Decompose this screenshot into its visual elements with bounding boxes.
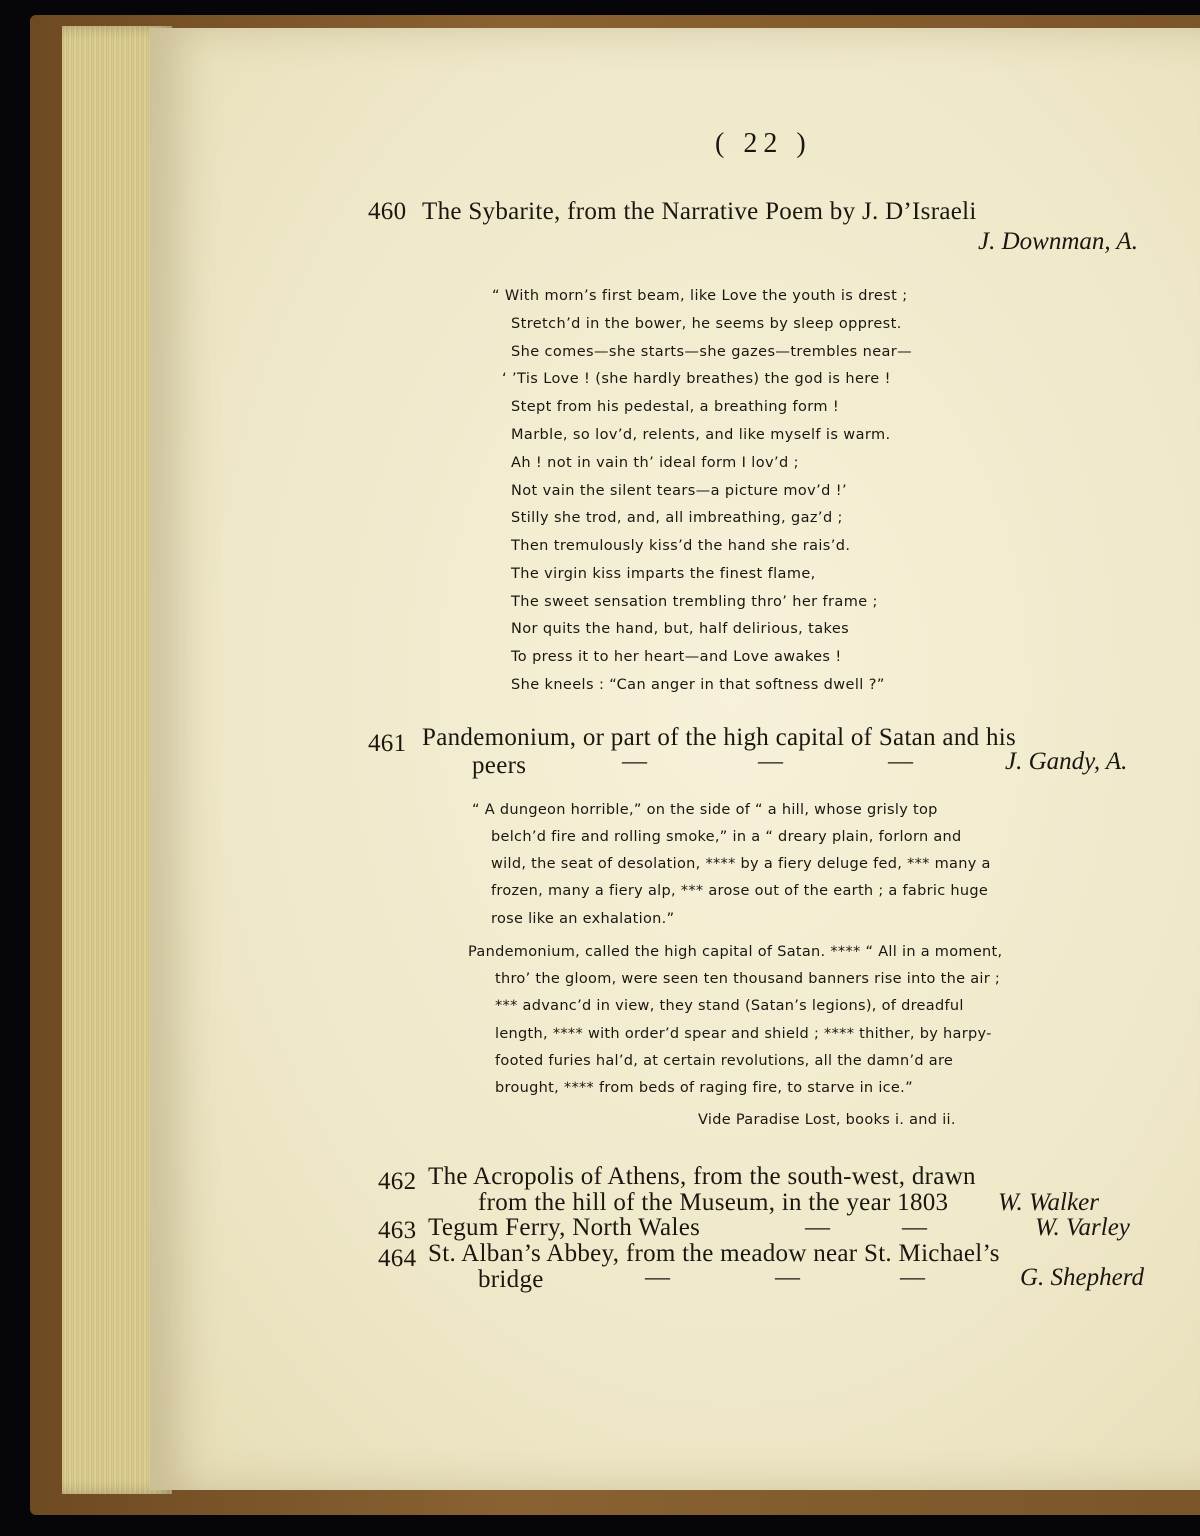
dash-separator: —: [900, 1264, 926, 1291]
entry-number: 463: [378, 1217, 417, 1244]
entry-title: Tegum Ferry, North Wales: [428, 1214, 701, 1241]
prose-line: *** advanc’d in view, they stand (Satan’s legions), of dreadful: [495, 998, 964, 1014]
verse-line: “ With morn’s first beam, like Love the youth is drest ;: [492, 288, 908, 304]
dash-separator: —: [622, 748, 648, 775]
prose-line: Pandemonium, called the high capital of Satan. **** “ All in a moment,: [468, 944, 1003, 960]
entry-artist: W. Varley: [1035, 1214, 1130, 1241]
dash-separator: —: [902, 1214, 928, 1241]
prose-line: rose like an exhalation.”: [491, 911, 675, 927]
entry-artist: G. Shepherd: [1020, 1264, 1145, 1291]
verse-line: Ah ! not in vain th’ ideal form I lov’d ;: [511, 455, 799, 471]
page-number: ( 22 ): [715, 128, 812, 159]
prose-line: length, **** with order’d spear and shield ; **** thither, by harpy-: [495, 1026, 992, 1042]
entry-title: The Acropolis of Athens, from the south-west, drawn: [428, 1163, 976, 1190]
prose-line: thro’ the gloom, were seen ten thousand banners rise into the air ;: [495, 971, 1001, 987]
verse-line: Marble, so lov’d, relents, and like myself is warm.: [511, 427, 891, 443]
dash-separator: —: [758, 748, 784, 775]
entry-artist: J. Downman, A.: [978, 228, 1138, 255]
entry-title: St. Alban’s Abbey, from the meadow near St. Michael’s: [428, 1240, 1000, 1267]
verse-line: The sweet sensation trembling thro’ her frame ;: [511, 594, 878, 610]
prose-line: wild, the seat of desolation, **** by a fiery deluge fed, *** many a: [491, 856, 991, 872]
prose-line: belch’d fire and rolling smoke,” in a “ dreary plain, forlorn and: [491, 829, 962, 845]
entry-number: 460: [368, 198, 407, 225]
verse-line: Stretch’d in the bower, he seems by sleep opprest.: [511, 316, 902, 332]
dash-separator: —: [645, 1264, 671, 1291]
citation: Vide Paradise Lost, books i. and ii.: [698, 1112, 956, 1128]
entry-title-continued: bridge: [478, 1266, 544, 1293]
entry-number: 464: [378, 1245, 417, 1272]
prose-line: brought, **** from beds of raging fire, to starve in ice.”: [495, 1080, 913, 1096]
verse-line: Stept from his pedestal, a breathing form !: [511, 399, 840, 415]
verse-line: She comes—she starts—she gazes—trembles near—: [511, 344, 913, 360]
verse-line: Not vain the silent tears—a picture mov’d !’: [511, 483, 848, 499]
dash-separator: —: [775, 1264, 801, 1291]
dash-separator: —: [888, 748, 914, 775]
verse-line: She kneels : “Can anger in that softness dwell ?”: [511, 677, 885, 693]
dash-separator: —: [805, 1214, 831, 1241]
verse-line: Then tremulously kiss’d the hand she rais’d.: [511, 538, 851, 554]
prose-line: frozen, many a fiery alp, *** arose out of the earth ; a fabric huge: [491, 883, 989, 899]
entry-number: 461: [368, 730, 407, 757]
entry-title: Pandemonium, or part of the high capital of Satan and his: [422, 724, 1017, 751]
entry-artist: W. Walker: [998, 1189, 1099, 1216]
entry-title: The Sybarite, from the Narrative Poem by J. D’Israeli: [422, 198, 977, 225]
verse-line: ‘ ’Tis Love ! (she hardly breathes) the god is here !: [502, 371, 891, 387]
verse-line: The virgin kiss imparts the finest flame,: [511, 566, 816, 582]
entry-number: 462: [378, 1168, 417, 1195]
verse-line: Stilly she trod, and, all imbreathing, gaz’d ;: [511, 510, 843, 526]
verse-line: To press it to her heart—and Love awakes !: [511, 649, 842, 665]
prose-line: “ A dungeon horrible,” on the side of “ a hill, whose grisly top: [472, 802, 938, 818]
entry-artist: J. Gandy, A.: [1005, 748, 1128, 775]
entry-title-continued: from the hill of the Museum, in the year 1803: [478, 1189, 949, 1216]
verse-line: Nor quits the hand, but, half delirious, takes: [511, 621, 850, 637]
entry-title-continued: peers: [472, 752, 527, 779]
book-page: [150, 28, 1200, 1490]
prose-line: footed furies hal’d, at certain revolutions, all the damn’d are: [495, 1053, 954, 1069]
